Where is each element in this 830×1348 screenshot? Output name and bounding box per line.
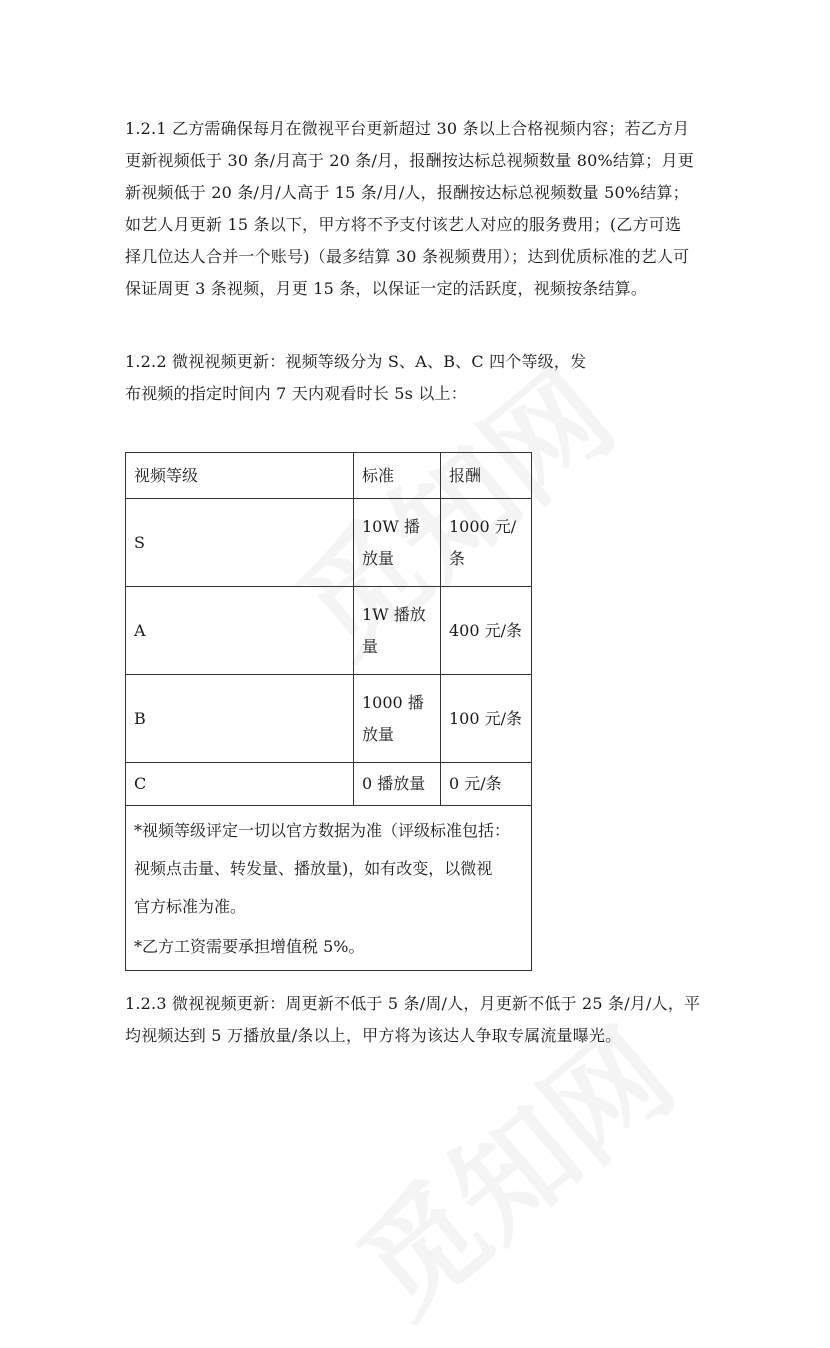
note-line: 视频点击量、转发量、播放量)，如有改变，以微视 — [134, 859, 493, 878]
standard-line: 10W 播 — [362, 516, 420, 536]
reward-line: 1000 元/ — [449, 516, 517, 536]
note-line: *乙方工资需要承担增值税 5%。 — [134, 937, 365, 956]
section-1-2-2-paragraph — [125, 346, 715, 410]
reward-cell — [441, 763, 532, 806]
header-standard: 标准 — [354, 453, 441, 499]
header-grade: 视频等级 — [126, 453, 354, 499]
text-line: 更新视频低于 30 条/月高于 20 条/月，报酬按达标总视频数量 80%结算；月更 — [125, 151, 694, 170]
text-line: 如艺人月更新 15 条以下，甲方将不予支付该艺人对应的服务费用；(乙方可选 — [125, 215, 682, 234]
note-line: 官方标准为准。 — [134, 897, 247, 916]
table-row — [126, 499, 532, 587]
standard-line: 1W 播放 — [362, 604, 426, 624]
text-line: 保证周更 3 条视频，月更 15 条，以保证一定的活跃度，视频按条结算。 — [125, 279, 648, 298]
video-grade-table — [125, 452, 532, 971]
standard-line: 0 播放量 — [362, 774, 426, 793]
standard-line: 放量 — [362, 724, 395, 744]
section-1-2-3-paragraph — [125, 988, 715, 1052]
standard-cell — [354, 675, 441, 763]
reward-line: 100 元/条 — [449, 708, 523, 728]
standard-cell — [354, 499, 441, 587]
text-line: 择几位达人合并一个账号)（最多结算 30 条视频费用）；达到优质标准的艺人可 — [125, 247, 690, 266]
section-1-2-1-paragraph — [125, 113, 715, 305]
standard-line: 量 — [362, 636, 379, 656]
table-row — [126, 675, 532, 763]
reward-line: 400 元/条 — [449, 620, 523, 640]
table-header-row — [126, 453, 532, 499]
table-notes-cell — [126, 806, 532, 971]
text-line: 新视频低于 20 条/月/人高于 15 条/月/人，报酬按达标总视频数量 50%结算； — [125, 183, 689, 202]
reward-line: 条 — [449, 548, 466, 568]
table-note-row — [126, 806, 532, 971]
text-line: 1.2.3 微视视频更新：周更新不低于 5 条/周/人，月更新不低于 25 条/月/人，平 — [125, 994, 701, 1013]
grade-cell: B — [126, 675, 354, 763]
grade-cell: A — [126, 587, 354, 675]
standard-cell — [354, 587, 441, 675]
text-line: 均视频达到 5 万播放量/条以上，甲方将为该达人争取专属流量曝光。 — [125, 1026, 622, 1045]
standard-line: 放量 — [362, 548, 395, 568]
standard-line: 1000 播 — [362, 692, 424, 712]
grade-cell: S — [126, 499, 354, 587]
reward-cell — [441, 587, 532, 675]
text-line: 1.2.1 乙方需确保每月在微视平台更新超过 30 条以上合格视频内容；若乙方月 — [125, 119, 690, 138]
table-row — [126, 763, 532, 806]
table-row — [126, 587, 532, 675]
note-line: *视频等级评定一切以官方数据为准（评级标准包括： — [134, 821, 511, 840]
text-line: 布视频的指定时间内 7 天内观看时长 5s 以上： — [125, 384, 467, 403]
header-reward: 报酬 — [441, 453, 532, 499]
grade-cell: C — [126, 763, 354, 806]
text-line: 1.2.2 微视视频更新：视频等级分为 S、A、B、C 四个等级，发 — [125, 352, 587, 371]
reward-cell — [441, 675, 532, 763]
reward-cell — [441, 499, 532, 587]
reward-line: 0 元/条 — [449, 774, 502, 793]
standard-cell — [354, 763, 441, 806]
